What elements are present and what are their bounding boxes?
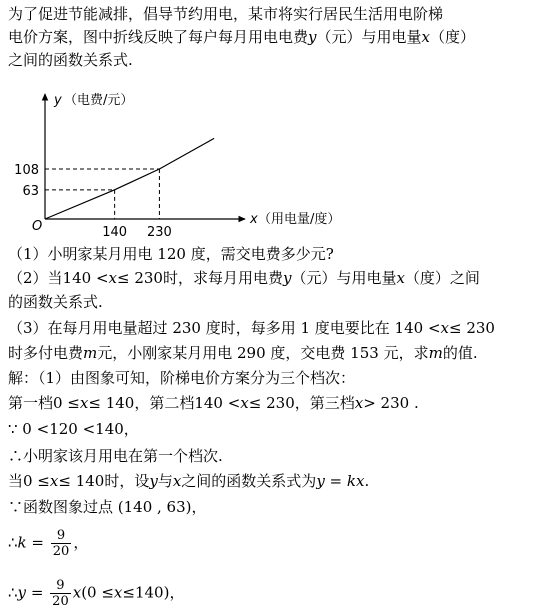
solution-line-4 <box>8 446 223 466</box>
y-axis-var: y <box>54 93 62 108</box>
problem-line-2 <box>8 27 475 47</box>
var-x: x <box>240 394 249 412</box>
question-text: （度）之间 <box>404 269 480 287</box>
question-text: ≤ 230 <box>449 319 495 337</box>
var-x: x <box>113 583 123 602</box>
solution-text: (0 ≤ <box>81 583 114 602</box>
question-text: ≤ 230时，求每月用电费 <box>116 269 283 287</box>
var-x: x <box>108 269 117 287</box>
equals-sign: = <box>30 583 44 602</box>
y-axis-label: （电费/元） <box>64 93 134 108</box>
problem-text: （元）与用电量 <box>316 28 422 46</box>
question-text: （元）与用电量 <box>291 269 397 287</box>
question-text: 时多付电费 <box>8 344 84 362</box>
y-tick-label: 63 <box>22 183 39 199</box>
solution-text: ≤ 230，第三档 <box>248 394 355 412</box>
problem-text: （度） <box>429 28 475 46</box>
problem-line-1 <box>8 4 443 24</box>
origin-label: O <box>32 219 43 234</box>
therefore-symbol: ∴ <box>8 533 18 552</box>
solution-text: ∵ 0 <120 <140， <box>8 420 139 438</box>
equals-sign: = <box>31 533 44 552</box>
solution-text: 之间的函数关系式为 <box>181 472 317 490</box>
var-k: k <box>17 533 27 552</box>
solution-text: ≤ 140时，设 <box>58 472 150 490</box>
solution-text: ≤ 140，第二档140 < <box>88 394 241 412</box>
question-text: （1）小明家某月用电 120 度，需交电费多少元? <box>8 245 334 263</box>
question-2 <box>8 268 480 288</box>
solution-line-3 <box>8 419 139 439</box>
question-text: 元，小刚家某月用电 290 度，交电费 153 元，求 <box>97 344 429 362</box>
x-axis-var: x <box>250 212 258 227</box>
question-text: （2）当140 < <box>8 269 109 287</box>
solution-line-1 <box>8 368 355 388</box>
var-x: x <box>72 583 82 602</box>
var-m: m <box>83 344 98 362</box>
var-x: x <box>396 269 405 287</box>
var-y: y <box>308 28 317 46</box>
var-m: m <box>428 344 443 362</box>
question-text: 的值. <box>442 344 478 362</box>
question-text: （3）在每月用电量超过 230 度时，每多用 1 度电要比在 140 < <box>8 319 441 337</box>
problem-text: 之间的函数关系式. <box>8 51 133 69</box>
fraction-denominator: 20 <box>52 544 70 559</box>
var-y: y <box>17 583 27 602</box>
question-3 <box>8 318 495 338</box>
solution-text: ≤140)， <box>122 583 185 602</box>
solution-text: ∵函数图象过点 (140 , 63)， <box>8 498 207 516</box>
solution-text: 与 <box>157 472 173 490</box>
question-2-cont <box>8 292 103 312</box>
solution-line-6 <box>8 497 207 517</box>
var-x: x <box>172 472 182 490</box>
solution-text: 当0 ≤ <box>8 472 50 490</box>
solution-text: 第一档0 ≤ <box>8 394 80 412</box>
solution-line-8 <box>8 578 184 609</box>
x-axis-label: （用电量/度） <box>258 212 341 227</box>
var-x: x <box>79 394 89 412</box>
fraction-numerator: 9 <box>51 528 72 544</box>
series-line <box>45 138 214 219</box>
solution-line-2 <box>8 393 419 413</box>
equation: y = kx <box>316 472 365 490</box>
question-3-cont <box>8 343 478 363</box>
solution-text: > 230 . <box>363 394 419 412</box>
solution-line-7 <box>8 528 88 559</box>
x-tick-label: 140 <box>102 225 128 240</box>
question-text: 的函数关系式. <box>8 293 103 311</box>
fraction-denominator: 20 <box>52 594 69 609</box>
fraction-numerator: 9 <box>50 578 71 594</box>
var-y: y <box>282 269 292 287</box>
fraction <box>50 578 71 609</box>
var-x: x <box>440 319 449 337</box>
problem-text: 电价方案，图中折线反映了每户每月用电电费 <box>8 28 309 46</box>
x-tick-label: 230 <box>146 225 172 240</box>
question-1 <box>8 244 334 264</box>
solution-line-5 <box>8 471 369 491</box>
therefore-symbol: ∴ <box>8 583 18 602</box>
fraction <box>51 528 72 559</box>
problem-text: 为了促进节能减排，倡导节约用电，某市将实行居民生活用电阶梯 <box>8 5 444 23</box>
var-y: y <box>149 472 158 490</box>
var-x: x <box>49 472 59 490</box>
var-x: x <box>354 394 364 412</box>
solution-text: . <box>364 472 370 490</box>
solution-text: ∴小明家该月用电在第一个档次. <box>8 447 223 465</box>
solution-text: ， <box>73 533 89 552</box>
problem-line-3 <box>8 50 133 70</box>
function-graph <box>8 86 341 256</box>
y-tick-label: 108 <box>14 163 39 178</box>
solution-text: 解：（1）由图象可知，阶梯电价方案分为三个档次： <box>8 369 356 387</box>
var-x: x <box>421 28 430 46</box>
